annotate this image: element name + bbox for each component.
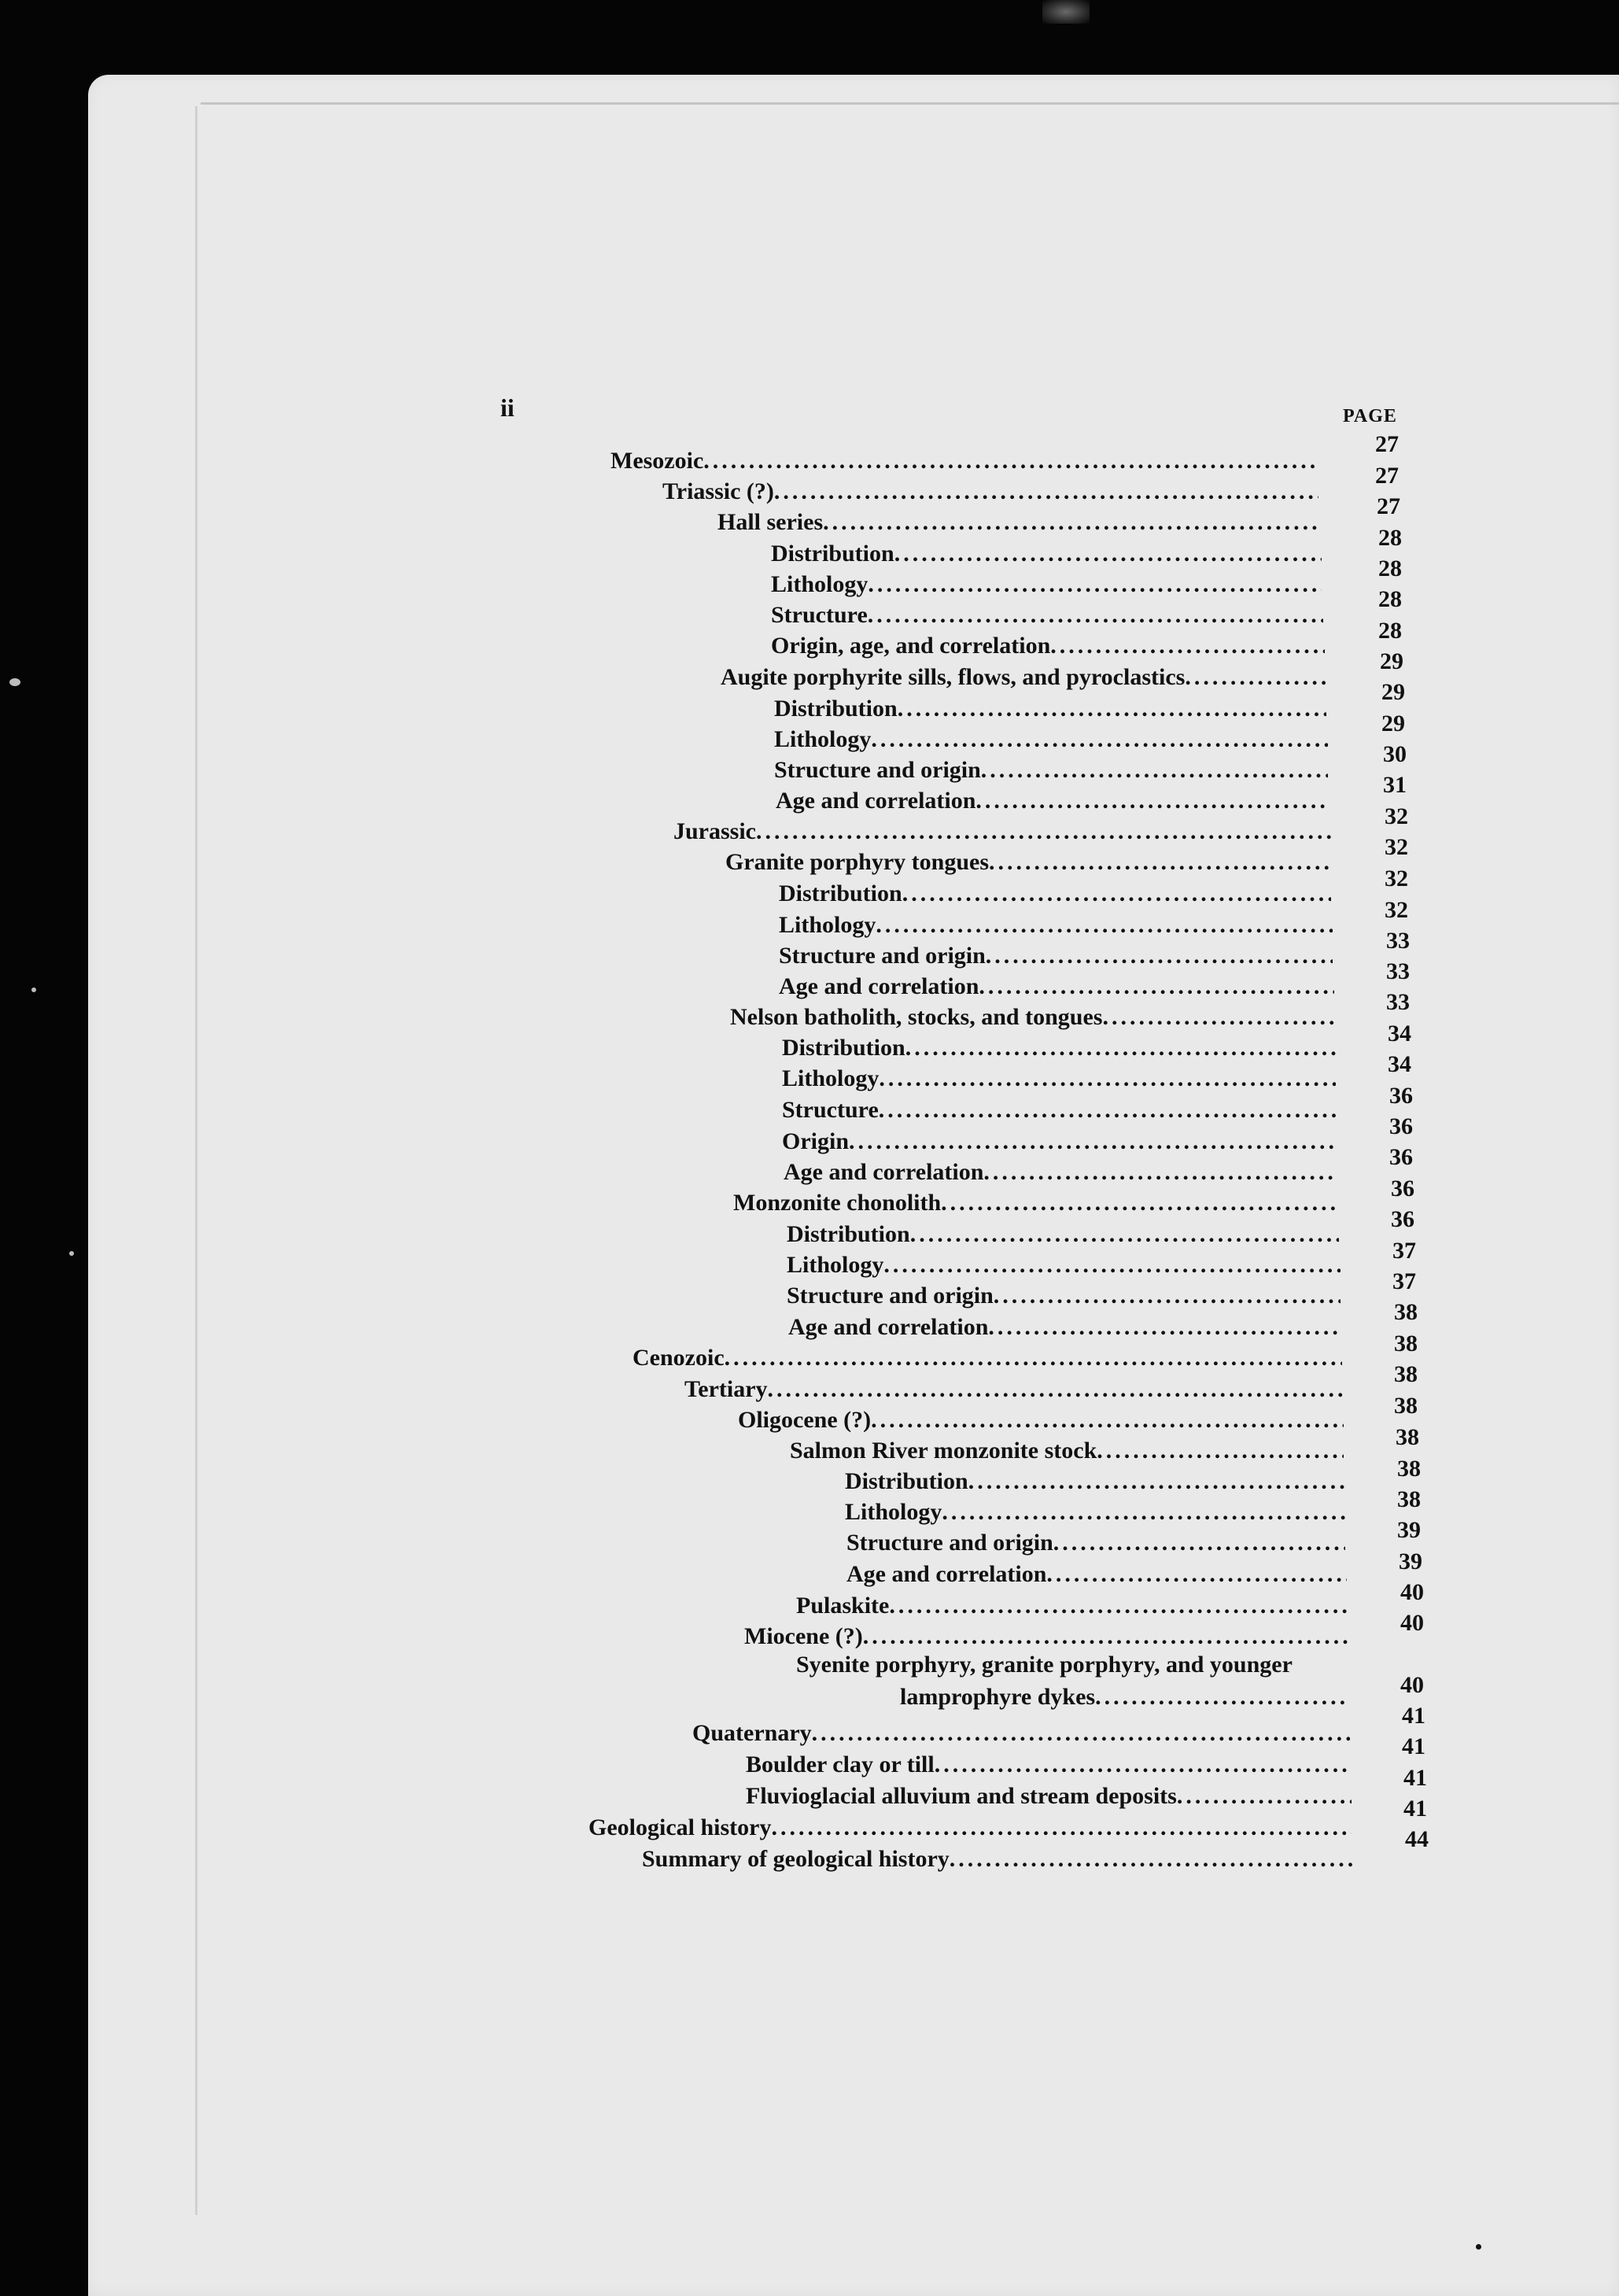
dot-leader bbox=[968, 1468, 1345, 1495]
toc-entry-label: Hall series bbox=[717, 509, 824, 535]
toc-entry bbox=[771, 567, 1322, 598]
toc-entry bbox=[782, 1092, 1337, 1124]
toc-entry-label: Geological history bbox=[588, 1814, 772, 1840]
dot-leader bbox=[935, 1752, 1350, 1778]
toc-entry bbox=[730, 999, 1334, 1031]
toc-entry bbox=[774, 691, 1326, 722]
toc-page-number: 34 bbox=[1388, 1051, 1411, 1077]
dot-leader bbox=[981, 757, 1328, 784]
toc-entry bbox=[796, 1588, 1347, 1619]
scan-speck bbox=[69, 1251, 74, 1256]
dot-leader bbox=[1185, 664, 1326, 691]
toc-entry-label: Cenozoic bbox=[632, 1345, 725, 1371]
toc-entry bbox=[721, 659, 1326, 691]
toc-entry-label: Oligocene (?) bbox=[738, 1407, 872, 1433]
page-edge-line bbox=[195, 106, 197, 2215]
toc-page-number: 32 bbox=[1385, 834, 1408, 860]
dot-leader bbox=[725, 1345, 1342, 1371]
toc-page-number: 31 bbox=[1383, 772, 1407, 798]
toc-page-number: 37 bbox=[1392, 1238, 1416, 1264]
toc-entry-label: Age and correlation bbox=[784, 1159, 984, 1185]
toc-entry bbox=[779, 907, 1333, 939]
toc-entry bbox=[776, 783, 1329, 814]
toc-entry-label: Granite porphyry tongues bbox=[725, 849, 990, 875]
dot-leader bbox=[879, 1065, 1336, 1092]
dot-leader bbox=[771, 1814, 1352, 1841]
toc-entry bbox=[779, 876, 1331, 907]
dot-leader bbox=[905, 1035, 1336, 1061]
dot-leader bbox=[983, 1159, 1337, 1186]
toc-entry-label: Miocene (?) bbox=[744, 1623, 863, 1649]
toc-page-number: 38 bbox=[1394, 1393, 1418, 1419]
toc-entry-label: Quaternary bbox=[692, 1720, 812, 1746]
page-edge-line bbox=[201, 102, 1619, 105]
dot-leader bbox=[879, 1097, 1337, 1124]
toc-page-number: 27 bbox=[1375, 463, 1399, 489]
dot-leader bbox=[989, 849, 1331, 876]
toc-page-number: 29 bbox=[1380, 648, 1403, 674]
toc-page-number: 36 bbox=[1389, 1144, 1413, 1170]
toc-entry-label: Lithology bbox=[774, 726, 872, 752]
toc-page-number: 36 bbox=[1389, 1113, 1413, 1139]
toc-entry bbox=[642, 1841, 1353, 1873]
toc-page-number: 38 bbox=[1397, 1486, 1421, 1512]
toc-page-number: 41 bbox=[1402, 1733, 1425, 1759]
toc-entry-label: Age and correlation bbox=[779, 973, 979, 999]
toc-entry-label: Mesozoic bbox=[610, 448, 704, 474]
toc-entry bbox=[846, 1556, 1347, 1588]
toc-entry-label: lamprophyre dykes bbox=[900, 1684, 1096, 1710]
toc-entry bbox=[774, 752, 1328, 784]
toc-entry bbox=[782, 1030, 1336, 1061]
toc-entry-label: Distribution bbox=[845, 1468, 968, 1494]
toc-page-number: 33 bbox=[1386, 958, 1410, 984]
toc-entry-label: Augite porphyrite sills, flows, and pyroclastics bbox=[721, 664, 1186, 690]
toc-entry-label: Origin, age, and correlation bbox=[771, 633, 1051, 659]
toc-entry-label: Structure and origin bbox=[846, 1530, 1053, 1556]
toc-page-number: 39 bbox=[1399, 1549, 1422, 1574]
toc-page-number: 32 bbox=[1385, 866, 1408, 891]
toc-entry bbox=[845, 1494, 1345, 1526]
toc-page-number: 40 bbox=[1400, 1579, 1424, 1605]
dot-leader bbox=[950, 1846, 1353, 1873]
toc-entry bbox=[632, 1340, 1342, 1371]
toc-entry-label: Age and correlation bbox=[776, 788, 976, 814]
toc-page-number: 27 bbox=[1377, 493, 1400, 519]
toc-entry bbox=[738, 1402, 1344, 1434]
toc-entry-label: Structure and origin bbox=[779, 943, 986, 969]
toc-page-number: 38 bbox=[1394, 1299, 1418, 1325]
toc-entry bbox=[692, 1715, 1350, 1747]
toc-entry-label: Structure and origin bbox=[774, 757, 981, 783]
dot-leader bbox=[756, 818, 1331, 845]
toc-entry bbox=[771, 597, 1323, 629]
toc-entry bbox=[610, 443, 1318, 474]
toc-entry-label: Boulder clay or till bbox=[746, 1752, 935, 1777]
dot-leader bbox=[889, 1593, 1347, 1619]
dot-leader bbox=[1095, 1684, 1348, 1711]
toc-entry bbox=[787, 1247, 1341, 1279]
toc-entry bbox=[673, 814, 1331, 845]
dot-leader bbox=[942, 1499, 1345, 1526]
toc-entry bbox=[782, 1124, 1337, 1155]
toc-entry bbox=[787, 1216, 1339, 1248]
dot-leader bbox=[871, 1407, 1344, 1434]
toc-entry-continuation bbox=[900, 1679, 1348, 1711]
toc-entry-label: Lithology bbox=[771, 571, 869, 597]
toc-page-number: 28 bbox=[1378, 525, 1402, 551]
toc-entry-label: Structure bbox=[771, 602, 868, 628]
toc-entry-label: Triassic (?) bbox=[662, 478, 774, 504]
toc-entry-label: Pulaskite bbox=[796, 1593, 890, 1619]
toc-page-number: 38 bbox=[1396, 1424, 1419, 1450]
toc-entry bbox=[744, 1619, 1348, 1650]
toc-page-number: 41 bbox=[1403, 1765, 1427, 1791]
toc-entry bbox=[662, 474, 1318, 505]
toc-page-number: 30 bbox=[1383, 741, 1407, 767]
toc-entry bbox=[746, 1778, 1352, 1810]
dot-leader bbox=[863, 1623, 1348, 1650]
toc-page-number: 39 bbox=[1397, 1517, 1421, 1543]
toc-entry-label: Jurassic bbox=[673, 818, 756, 844]
dot-leader bbox=[1102, 1004, 1334, 1031]
dot-leader bbox=[910, 1221, 1339, 1248]
scan-speck bbox=[9, 678, 20, 686]
toc-entry-label: Lithology bbox=[782, 1065, 880, 1091]
toc-entry bbox=[717, 504, 1320, 536]
dot-leader bbox=[988, 1314, 1342, 1341]
toc-entry bbox=[774, 722, 1328, 753]
dot-leader bbox=[823, 509, 1320, 536]
toc-entry bbox=[788, 1309, 1342, 1341]
toc-entry-label: Distribution bbox=[779, 880, 902, 906]
toc-entry-label: Fluvioglacial alluvium and stream deposits bbox=[746, 1783, 1177, 1809]
toc-page-number: 32 bbox=[1385, 897, 1408, 923]
toc-entry bbox=[784, 1154, 1337, 1186]
toc-page-number: 40 bbox=[1400, 1672, 1424, 1698]
toc-entry-label: Age and correlation bbox=[788, 1314, 989, 1340]
toc-entry bbox=[796, 1647, 1293, 1678]
toc-entry bbox=[790, 1433, 1344, 1464]
toc-entry-label: Distribution bbox=[782, 1035, 905, 1061]
dot-leader bbox=[1046, 1561, 1347, 1588]
toc-entry bbox=[771, 536, 1322, 567]
toc-page-number: 29 bbox=[1381, 711, 1405, 736]
toc-page-number: 33 bbox=[1386, 928, 1410, 954]
toc-page-number: 41 bbox=[1402, 1703, 1425, 1729]
page-number: ii bbox=[500, 393, 514, 422]
dot-leader bbox=[975, 788, 1329, 814]
dot-leader bbox=[768, 1376, 1344, 1403]
toc-entry bbox=[779, 938, 1333, 969]
toc-entry-label: Structure bbox=[782, 1097, 879, 1123]
toc-page-number: 38 bbox=[1394, 1331, 1418, 1357]
toc-entry bbox=[787, 1278, 1341, 1309]
toc-entry bbox=[733, 1185, 1339, 1216]
dot-leader bbox=[871, 726, 1328, 753]
toc-entry-label: Summary of geological history bbox=[642, 1846, 950, 1872]
dot-leader bbox=[898, 696, 1326, 722]
toc-page-number: 33 bbox=[1386, 989, 1410, 1015]
toc-entry-label: Distribution bbox=[774, 696, 898, 722]
toc-entry-label: Syenite porphyry, granite porphyry, and younger bbox=[796, 1652, 1293, 1678]
toc-page-number: 34 bbox=[1388, 1021, 1411, 1046]
toc-entry-label: Tertiary bbox=[684, 1376, 768, 1402]
toc-entry-label: Lithology bbox=[787, 1252, 884, 1278]
toc-page-number: 29 bbox=[1381, 679, 1405, 705]
toc-entry-label: Origin bbox=[782, 1128, 850, 1154]
dot-leader bbox=[812, 1720, 1350, 1747]
toc-entry bbox=[588, 1810, 1352, 1841]
toc-page-number: 40 bbox=[1400, 1610, 1424, 1636]
dot-leader bbox=[1177, 1783, 1352, 1810]
scan-mark bbox=[1476, 2244, 1481, 2250]
toc-page-number: 36 bbox=[1389, 1083, 1413, 1109]
dot-leader bbox=[876, 912, 1333, 939]
toc-entry bbox=[782, 1061, 1336, 1092]
toc-entry bbox=[846, 1525, 1345, 1556]
toc-page-number: 38 bbox=[1397, 1456, 1421, 1482]
dot-leader bbox=[774, 478, 1318, 505]
dot-leader bbox=[849, 1128, 1337, 1155]
toc-entry bbox=[779, 969, 1334, 1000]
toc-entry-label: Monzonite chonolith bbox=[733, 1190, 942, 1216]
dot-leader bbox=[986, 943, 1333, 969]
toc-entry-label: Distribution bbox=[771, 541, 894, 567]
toc-entry-label: Lithology bbox=[845, 1499, 942, 1525]
toc-page-number: 38 bbox=[1394, 1361, 1418, 1387]
toc-page-number: 41 bbox=[1403, 1796, 1427, 1822]
toc-entry-label: Nelson batholith, stocks, and tongues bbox=[730, 1004, 1103, 1030]
toc-page-number: 37 bbox=[1392, 1268, 1416, 1294]
toc-page-number: 44 bbox=[1405, 1826, 1429, 1852]
toc-page-number: 36 bbox=[1391, 1176, 1414, 1202]
dot-leader bbox=[1053, 1530, 1345, 1556]
toc-entry bbox=[771, 628, 1325, 659]
toc-entry-label: Structure and origin bbox=[787, 1283, 994, 1309]
toc-entry bbox=[746, 1747, 1350, 1778]
dot-leader bbox=[868, 571, 1322, 598]
toc-entry bbox=[845, 1464, 1345, 1495]
toc-entry bbox=[725, 844, 1331, 876]
dot-leader bbox=[1097, 1438, 1344, 1464]
scan-speck bbox=[31, 987, 36, 992]
dot-leader bbox=[994, 1283, 1341, 1309]
dot-leader bbox=[902, 880, 1331, 907]
dot-leader bbox=[894, 541, 1322, 567]
toc-entry-label: Lithology bbox=[779, 912, 876, 938]
dot-leader bbox=[941, 1190, 1339, 1216]
toc-page-number: 32 bbox=[1385, 803, 1408, 829]
dot-leader bbox=[979, 973, 1334, 1000]
dot-leader bbox=[703, 448, 1318, 474]
dot-leader bbox=[868, 602, 1323, 629]
toc-page-number: 36 bbox=[1391, 1206, 1414, 1232]
dot-leader bbox=[883, 1252, 1341, 1279]
dot-leader bbox=[1050, 633, 1325, 659]
page-column-header: PAGE bbox=[1343, 406, 1397, 426]
toc-entry bbox=[684, 1371, 1344, 1403]
toc-entry-label: Age and correlation bbox=[846, 1561, 1047, 1587]
toc-page-number: 27 bbox=[1375, 431, 1399, 457]
toc-entry-label: Distribution bbox=[787, 1221, 910, 1247]
toc-entry-label: Salmon River monzonite stock bbox=[790, 1438, 1097, 1464]
toc-page-number: 28 bbox=[1378, 618, 1402, 644]
scan-smudge bbox=[1042, 0, 1090, 24]
toc-page-number: 28 bbox=[1378, 556, 1402, 581]
toc-page-number: 28 bbox=[1378, 586, 1402, 612]
